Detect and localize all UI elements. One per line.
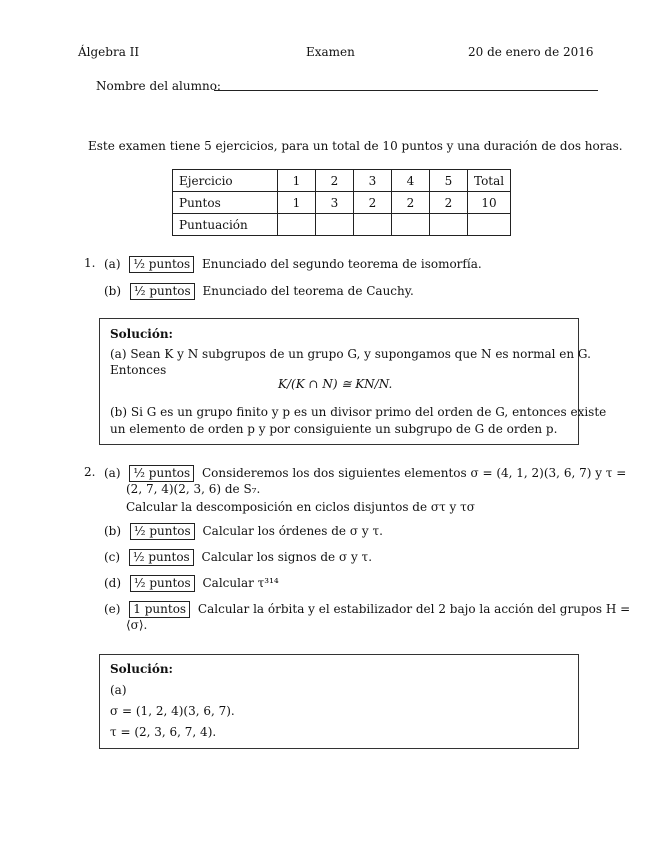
table-row bbox=[173, 192, 511, 214]
solution-formula: K/(K ∩ N) ≅ KN/N. bbox=[278, 377, 393, 391]
table-cell: Ejercicio bbox=[173, 170, 278, 192]
table-cell: Total bbox=[468, 170, 511, 192]
points-box: ½ puntos bbox=[129, 549, 194, 566]
solution-text: (a) bbox=[110, 683, 127, 697]
solution-text: τ = (2, 3, 6, 7, 4). bbox=[110, 725, 217, 739]
score-input-cell[interactable] bbox=[278, 214, 316, 236]
part-text: Calcular τ³¹⁴ bbox=[202, 576, 279, 590]
question-part bbox=[104, 283, 414, 300]
part-text: Enunciado del teorema de Cauchy. bbox=[202, 284, 414, 298]
table-cell: 10 bbox=[468, 192, 511, 214]
question-part bbox=[104, 465, 626, 482]
question-part bbox=[104, 523, 383, 540]
question-part bbox=[104, 256, 482, 273]
table-row bbox=[173, 214, 511, 236]
table-cell: 2 bbox=[316, 170, 354, 192]
part-label: (a) bbox=[104, 257, 121, 271]
points-box: ½ puntos bbox=[129, 465, 194, 482]
table-cell: 4 bbox=[392, 170, 430, 192]
part-text: Calcular los órdenes de σ y τ. bbox=[202, 524, 383, 538]
part-text: Calcular la órbita y el estabilizador del 2 bajo la acción del grupos H = bbox=[197, 602, 631, 616]
solution-text: σ = (1, 2, 4)(3, 6, 7). bbox=[110, 704, 235, 718]
part-text: Calcular la descomposición en ciclos disjuntos de στ y τσ bbox=[126, 500, 475, 514]
table-cell: 2 bbox=[430, 192, 468, 214]
solution-title: Solución: bbox=[110, 662, 173, 676]
student-name-label: Nombre del alumno: bbox=[96, 79, 221, 93]
points-box: ½ puntos bbox=[130, 523, 195, 540]
score-table bbox=[172, 169, 511, 236]
table-cell: 1 bbox=[278, 192, 316, 214]
part-text: (2, 7, 4)(2, 3, 6) de S₇. bbox=[126, 482, 261, 496]
solution-text: Entonces bbox=[110, 363, 167, 377]
document-title: Examen bbox=[306, 45, 355, 59]
question-part bbox=[104, 575, 279, 592]
points-box: ½ puntos bbox=[129, 256, 194, 273]
part-text: Calcular los signos de σ y τ. bbox=[201, 550, 373, 564]
student-name-line bbox=[214, 90, 598, 91]
part-label: (b) bbox=[104, 284, 122, 298]
table-cell: 1 bbox=[278, 170, 316, 192]
solution-title: Solución: bbox=[110, 327, 173, 341]
course-name: Álgebra II bbox=[78, 45, 140, 59]
part-label: (d) bbox=[104, 576, 122, 590]
question-part bbox=[104, 601, 630, 618]
score-input-cell[interactable] bbox=[468, 214, 511, 236]
score-input-cell[interactable] bbox=[316, 214, 354, 236]
question-number: 2. bbox=[84, 465, 96, 479]
table-cell: 2 bbox=[354, 192, 392, 214]
score-input-cell[interactable] bbox=[392, 214, 430, 236]
part-text: Consideremos los dos siguientes elementos σ = (4, 1, 2)(3, 6, 7) y τ = bbox=[201, 466, 627, 480]
table-cell: Puntuación bbox=[173, 214, 278, 236]
table-cell: 3 bbox=[354, 170, 392, 192]
solution-text: (b) Si G es un grupo finito y p es un divisor primo del orden de G, entonces existe bbox=[110, 405, 607, 419]
points-box: 1 puntos bbox=[129, 601, 190, 618]
part-label: (e) bbox=[104, 602, 121, 616]
points-box: ½ puntos bbox=[130, 283, 195, 300]
points-box: ½ puntos bbox=[130, 575, 195, 592]
solution-box bbox=[99, 318, 607, 445]
exam-date: 20 de enero de 2016 bbox=[468, 45, 594, 59]
table-cell: Puntos bbox=[173, 192, 278, 214]
question-number: 1. bbox=[84, 256, 96, 270]
question-part bbox=[104, 549, 372, 566]
score-input-cell[interactable] bbox=[430, 214, 468, 236]
table-cell: 2 bbox=[392, 192, 430, 214]
part-label: (c) bbox=[104, 550, 121, 564]
solution-box bbox=[99, 654, 579, 749]
solution-text: (a) Sean K y N subgrupos de un grupo G, y supongamos que N es normal en G. bbox=[110, 347, 591, 361]
part-label: (a) bbox=[104, 466, 121, 480]
part-text: ⟨σ⟩. bbox=[126, 618, 148, 632]
score-input-cell[interactable] bbox=[354, 214, 392, 236]
part-label: (b) bbox=[104, 524, 122, 538]
table-cell: 5 bbox=[430, 170, 468, 192]
exam-intro: Este examen tiene 5 ejercicios, para un total de 10 puntos y una duración de dos horas. bbox=[88, 139, 623, 153]
part-text: Enunciado del segundo teorema de isomorfía. bbox=[201, 257, 482, 271]
solution-text: un elemento de orden p y por consiguiente un subgrupo de G de orden p. bbox=[110, 422, 558, 436]
table-cell: 3 bbox=[316, 192, 354, 214]
table-row bbox=[173, 170, 511, 192]
